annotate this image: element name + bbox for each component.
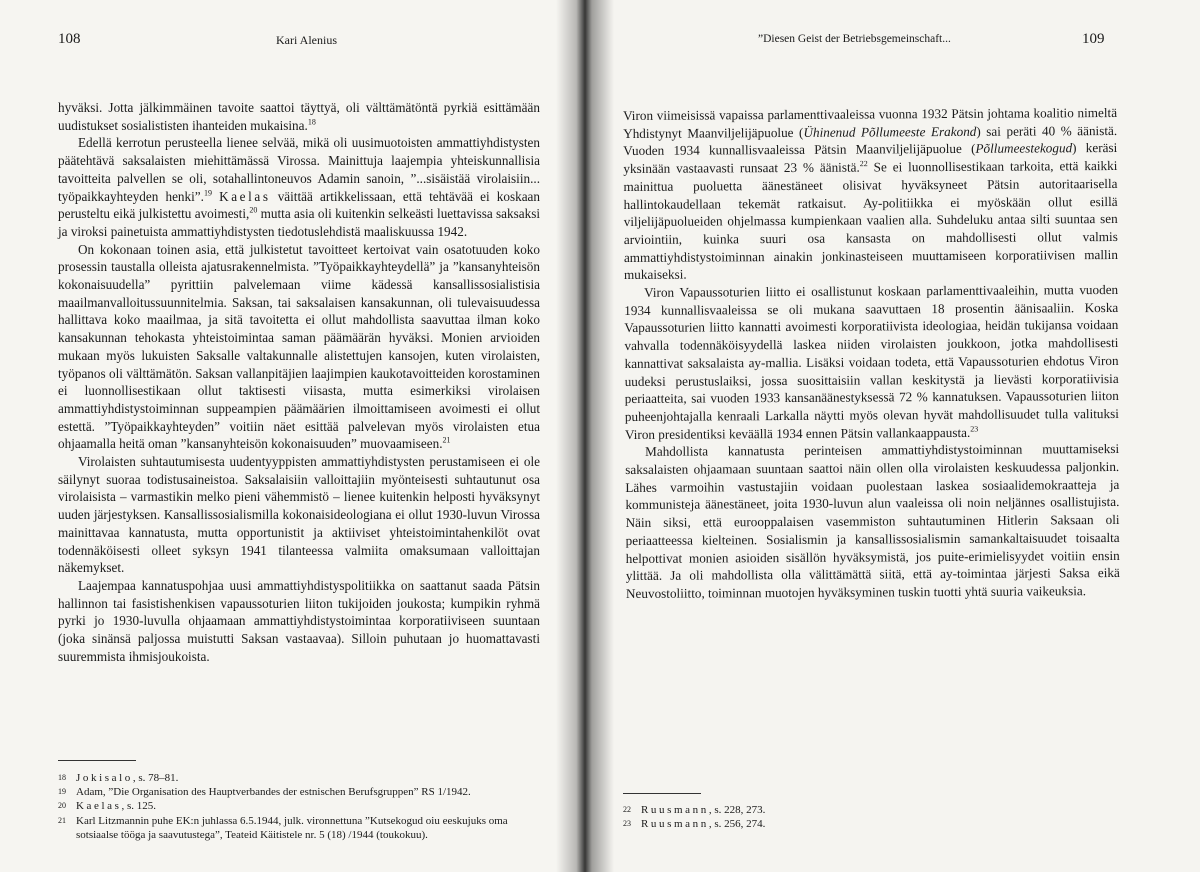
- left-page: [0, 0, 585, 872]
- footnote-number: 22: [623, 805, 631, 814]
- footnote: [58, 771, 540, 785]
- footnotes: [623, 803, 1117, 831]
- footnote-number: 23: [623, 819, 631, 829]
- footnote-text: Karl Litzmannin puhe EK:n juhlassa 6.5.1944, julk. vironnettuna ”Kutsekogud oiu eeskujuks oma sotsiaalse tööga ja saavutustega”, Teateid Käitistele nr. 5 (18) /1944 (toukokuu).: [76, 814, 508, 841]
- running-head: Kari Alenius: [276, 33, 337, 47]
- paragraph: hyväksi. Jotta jälkimmäinen tavoite saattoi täyttyä, oli välttämätöntä pyrkiä esittämään uudistukset sosialististen ihanteiden mukaisina.$^{18}$: [58, 100, 540, 133]
- page-number: 108: [58, 31, 81, 47]
- body-text: [58, 99, 540, 666]
- footnotes: [58, 771, 540, 842]
- footnote-text: Adam, ”Die Organisation des Hauptverbandes der estnischen Berufsgruppen” RS 1/1942.: [76, 786, 471, 799]
- footnote: [58, 799, 540, 813]
- footnote-number: 21: [58, 815, 66, 825]
- footnote-rule: [623, 793, 701, 794]
- footnote-number: 19: [58, 787, 66, 797]
- running-head: ”Diesen Geist der Betriebsgemeinschaft...: [758, 33, 951, 45]
- paragraph: Viron Vapaussoturien liitto ei osallistunut koskaan parlamenttivaaleihin, mutta vuoden 1934 kunnallisvaaleissa se oli mukana saavuttaen 18 prosentin äänisaaliin. Koska Vapaussoturien liitto kannatti avoimesti korporatiivista ideologiaa, heidän tukijansa voidaan vahvalla todennäköisyydellä laskea niiden virolaisten joukkoon, jotka mahdollisesti kannattivat saksalaista ay-mallia. Lisäksi voidaan todeta, että Vapaussoturien ehdotus Viron uudeksi perustuslaiksi, jossa suosittaisiin vallan keskitystä ja lievästi korporatiivisia periaatteita, sai vuoden 1933 kansanäänestyksessä 72 % kannatuksen. Vapaussoturien liiton puheenjohtajalla kenraali Larkalla näytti myös olevan hyvät mahdollisuudet tulla valituksi Viron presidentiksi keväällä 1934 ennen Pätsin vallankaappausta.$^{23}$: [624, 282, 1119, 442]
- footnote-number: 20: [58, 801, 66, 811]
- footnote-text: Jokisalo, s. 78–81.: [76, 772, 179, 784]
- footnote: [623, 803, 1117, 817]
- paragraph: On kokonaan toinen asia, että julkistetut tavoitteet kertoivat vain osatotuuden koko prosessin taustalla olleista ajatusrakennelmista. ”Työpaikkayhteydellä” ja ”kansanyhteisön kokonaisuudella” pyrittiin palvelemaan viime kädessä kansallissosialistisia maailmanvalloitussuunnitelmia. Saksan, tai saksalaisen kansakunnan, oli tulevaisuudessa hallittava koko maailmaa, ja sitä tavoitetta ei ollut mahdollista saavuttaa ilman koko kansakunnan tehokasta yhteistoimintaa saman päämäärän hyväksi. Monien arvioiden mukaan myös lukuisten Saksalle valtakunnalle alistettujen kansojen, kuten virolaisten, työpanos oli välttämätön. Saksan vallanpitäjien laajimpien kaukotavoitteiden korostaminen ei luonnollisestikaan ollut taktisesti viisasta, mutta esimerkiksi virolaisen ammattiyhdistystoiminnan suppeampien päämäärien ilmoittamiseen avoimesti ei ollut estettä. ”Työpaikkayhteyden” voitiin näet esittää palvelevan myös virolaisten etua ohjaamalla heitä oman ”kansanyhteisön kokonaisuuden” muovaamiseen.$^{21}$: [58, 241, 540, 452]
- footnote-number: 18: [58, 773, 66, 782]
- footnote-text: Kaelas, s. 125.: [76, 800, 157, 813]
- footnote: [58, 814, 540, 842]
- footnote: [623, 817, 1117, 831]
- footnote-rule: [58, 760, 136, 761]
- paragraph: Mahdollista kannatusta perinteisen ammattiyhdistystoiminnan muuttamiseksi saksalaisten ohjaamaan suuntaan saattoi näin ollen olla virolaisten keskuudessa paljonkin. Lähes varmoihin vastustajiin voidaan puolestaan laskea sosiaalidemokraatteja ja kommunisteja äänestäneet, joita 1930-luvun alun vaaleissa oli noin neljännes osallistujista. Näin siksi, että eurooppalaisen vasemmiston suhtautuminen Hitlerin Saksaan oli periaatteessa kielteinen. Sosialismin ja kansallissosialismin samankaltaisuudet toisaalta helpottivat monien asioiden sisällön hyväksymistä, jos puite-erimielisyydet voitiin ensin ylittää. Ja oli mahdollista olla välittämättä siitä, että ay-toimintaa järjesti Saksa eikä Neuvostoliitto, toiminnan muotojen hyväksyminen tuskin tuotti yhtä suuria vaikeuksia.: [625, 441, 1120, 601]
- paragraph: Viron viimeisissä vapaissa parlamenttivaaleissa vuonna 1932 Pätsin johtama koalitio nimeltä Yhdistynyt Maanviljelijäpuolue (Ühinenud Põllumeeste Erakond) sai peräti 40 % äänistä. Vuoden 1934 kunnallisvaaleissa Pätsin Maanviljelijäpuolue (Põllumeestekogud) keräsi yksinään vastaavasti runsaat 23 % äänistä.$^{22}$ Se ei luonnollisestikaan tarkoita, että kaikki mainittua puoluetta äänestäneet olisivat hyväksyneet Pätsin autoritaarisella hallintokaudellaan tekemät ratkaisut. Ay-politiikka ei myöskään ollut esillä viljelijäpuolueiden ohjelmassa kumpienkaan vaalien alla. Suhdeluku antaa silti suuntaa sen arviointiin, kuinka suuri osa kansasta on mahdollisesti ollut valmis ammattiyhdistystoiminnan ainakin jonkinasteiseen muuttamiseen korporatiivisen mallin mukaiseksi.: [623, 104, 1118, 283]
- page-number: 109: [1082, 31, 1105, 47]
- paragraph: Laajempaa kannatuspohjaa uusi ammattiyhdistyspolitiikka on saattanut saada Pätsin hallinnon tai fasistishenkisen vapaussoturien liiton tukijoiden joukosta; kumpikin ryhmä pyrki jo 1930-luvulla ohjaamaan ammattiyhdistystoimintaa korporatiiviseen suuntaan (joka sinänsä paljossa muistutti Saksan vastaavaa). Silloin puhutaan jo huomattavasti suuremmista ihmisjoukoista.: [58, 577, 540, 664]
- body-text: [623, 104, 1120, 603]
- footnote-text: Ruusmann, s. 256, 274.: [641, 818, 766, 831]
- right-page: [585, 0, 1200, 872]
- footnote-text: Ruusmann, s. 228, 273.: [641, 804, 766, 816]
- footnote: [58, 785, 540, 799]
- paragraph: Edellä kerrotun perusteella lienee selvää, mikä oli uusimuotoisten ammattiyhdistysten päätehtävä saksalaisten miehittämässä Virossa. Mainittuja laajempia yhteiskunnallisia tavoitteita palvellen se oli, sotahallintoneuvos Adamin sanoin, ”...sisäistää virolaisiin... työpaikkayhteyden henki”.$^{19}$ Kaelas väittää artikkelissaan, että tehtävää ei koskaan perusteltu eikä julkistettu avoimesti,$^{20}$ mutta asia oli kuitenkin selkeästi luettavissa saksaksi ja viroksi painetuista ammattiyhdistysten tiedotuslehdistä maaliskuussa 1942.: [58, 135, 541, 239]
- paragraph: Virolaisten suhtautumisesta uudentyyppisten ammattiyhdistysten perustamiseen ei ole säilynyt suoraa todistusaineistoa. Saksalaisiin valloittajiin myönteisesti suhtautunut osa virolaisista – varmastikin melko pieni vähemmistö – lienee kuitenkin helposti hyväksynyt uuden järjestyksen. Kansallissosialismilla kokonaisideologiana ei ollut 1930-luvun Virossa mainittavaa kannatusta, mutta opportunistit ja aktiiviset yhteistoimintahenkilöt ovat todennäköisesti olleet syksyn 1941 tilanteessa valmiita omaksumaan valloittajan näkemykset.: [58, 454, 540, 576]
